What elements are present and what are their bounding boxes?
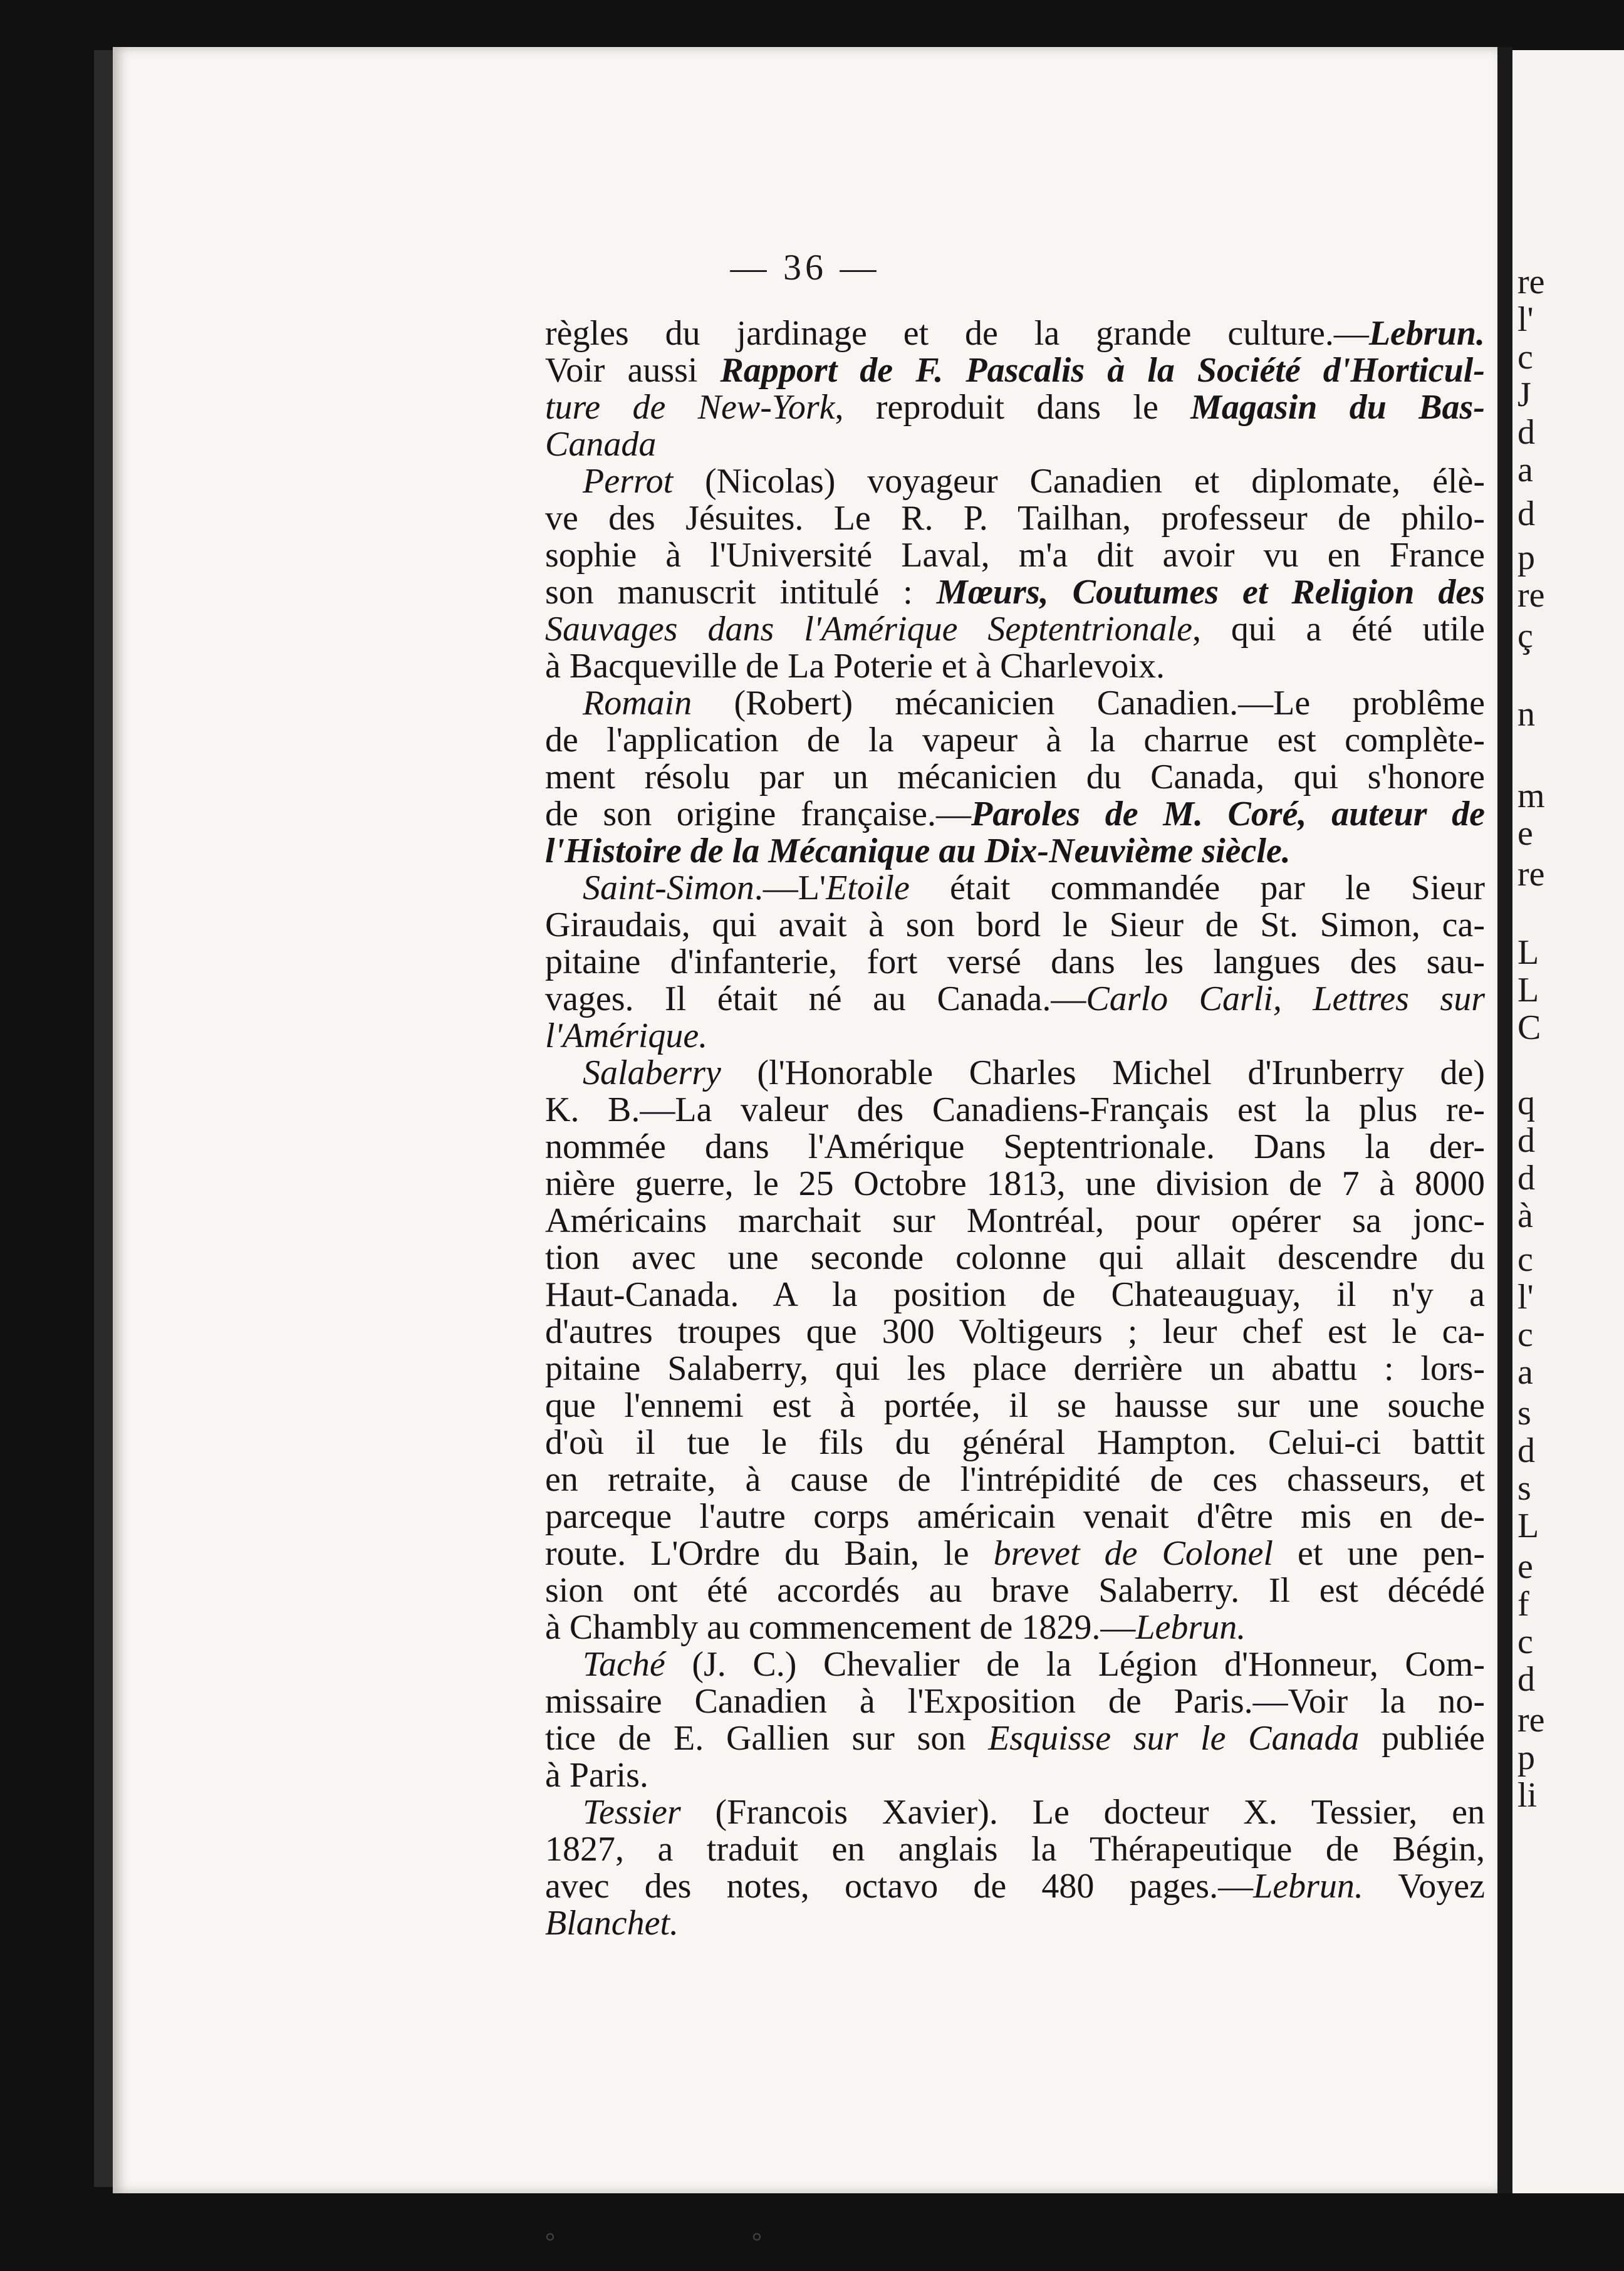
text-run: vages. Il était né au Canada.— (545, 979, 1086, 1018)
italic-text: Etoile (826, 869, 910, 907)
book-gutter (1497, 47, 1512, 2193)
text-run: missaire Canadien à l'Exposition de Paris.—Voir la no- (545, 1682, 1485, 1721)
adjacent-page-fragment: f (1517, 1585, 1529, 1624)
text-line (545, 1535, 1485, 1572)
text-line (545, 1092, 1485, 1129)
text-run: pitaine d'infanterie, fort versé dans les langues des sau- (545, 942, 1485, 981)
text-line (545, 685, 1485, 722)
text-line (545, 1720, 1485, 1757)
italic-text: Romain (583, 684, 692, 723)
adjacent-page-fragment: L (1517, 971, 1539, 1010)
text-line (545, 907, 1485, 944)
adjacent-page-fragment: c (1517, 1315, 1533, 1354)
stray-mark: ° (752, 2227, 762, 2255)
adjacent-page-fragment: e (1517, 814, 1533, 853)
text-line (545, 759, 1485, 796)
adjacent-page-fragment: d (1517, 413, 1535, 452)
italic-text: Carlo Carli, Lettres sur (1086, 979, 1485, 1018)
text-run: Voir aussi (545, 351, 721, 390)
adjacent-page-fragment: c (1517, 338, 1533, 377)
text-run: tion avec une seconde colonne qui allait descendre du (545, 1238, 1485, 1277)
text-line (545, 611, 1485, 648)
text-run: nommée dans l'Amérique Septentrionale. Dans la der- (545, 1127, 1485, 1166)
text-line (545, 1498, 1485, 1535)
italic-text: Mœurs, Coutumes et Religion des (936, 573, 1485, 612)
adjacent-page-edge (1512, 50, 1624, 2193)
text-line (545, 1203, 1485, 1240)
text-line (545, 1055, 1485, 1092)
italic-text: Salaberry (583, 1053, 721, 1092)
text-run: (l'Honorable Charles Michel d'Irunberry de) (721, 1053, 1485, 1092)
italic-text: Lebrun. (1253, 1867, 1363, 1906)
text-run: pitaine Salaberry, qui les place derrière un abattu : lors- (545, 1349, 1485, 1388)
adjacent-page-fragment: L (1517, 933, 1539, 972)
text-line (545, 870, 1485, 907)
text-line (545, 1794, 1485, 1831)
text-run: son manuscrit intitulé : (545, 573, 937, 612)
adjacent-page-fragment: L (1517, 1506, 1539, 1545)
adjacent-page-fragment: a (1517, 451, 1533, 489)
adjacent-page-fragment: a (1517, 1353, 1533, 1392)
text-line (545, 1424, 1485, 1461)
text-line (545, 1831, 1485, 1868)
book-page (113, 47, 1497, 2255)
adjacent-page-fragment: q (1517, 1083, 1535, 1122)
adjacent-page-fragment: d (1517, 494, 1535, 533)
italic-text: ture de New-York (545, 388, 835, 427)
italic-text: Canada (545, 425, 657, 464)
italic-text: Lebrun. (1135, 1608, 1246, 1647)
italic-text: Saint-Simon (583, 869, 754, 907)
adjacent-page-fragment: ç (1517, 617, 1533, 655)
text-run: Giraudais, qui avait à son bord le Sieur de St. Simon, ca- (545, 906, 1485, 944)
adjacent-page-fragment: s (1517, 1469, 1531, 1508)
text-run: (Francois Xavier). Le docteur X. Tessier, en (680, 1793, 1485, 1832)
text-run: que l'ennemi est à portée, il se hausse sur une souche (545, 1386, 1485, 1425)
adjacent-page-fragment: e (1517, 1547, 1533, 1586)
text-line (545, 315, 1485, 352)
text-line (545, 1350, 1485, 1387)
text-line (545, 981, 1485, 1018)
adjacent-page-fragment: c (1517, 1622, 1533, 1661)
adjacent-page-fragment: J (1517, 375, 1531, 414)
text-line (545, 389, 1485, 426)
text-run: Américains marchait sur Montréal, pour opérer sa jonc- (545, 1201, 1485, 1240)
italic-text: Rapport de F. Pascalis à la Société d'Horticul- (720, 351, 1486, 390)
adjacent-page-fragment: d (1517, 1121, 1535, 1160)
page-body-text (545, 315, 1485, 1942)
text-line (545, 1609, 1485, 1646)
text-line (545, 1166, 1485, 1203)
text-run: route. L'Ordre du Bain, le (545, 1534, 994, 1573)
text-line (545, 1018, 1485, 1055)
text-run: de son origine française.— (545, 795, 972, 833)
text-line (545, 500, 1485, 537)
text-line (545, 796, 1485, 833)
adjacent-page-fragment: re (1517, 576, 1545, 615)
text-run: K. B.—La valeur des Canadiens-Français est la plus re- (545, 1090, 1485, 1129)
text-run: Voyez (1363, 1867, 1486, 1906)
text-run: d'où il tue le fils du général Hampton. Celui-ci battit (545, 1423, 1485, 1462)
text-run: , reproduit dans le (835, 388, 1191, 427)
adjacent-page-fragment: C (1517, 1008, 1541, 1047)
italic-text: Lebrun. (1368, 314, 1485, 353)
italic-text: Taché (583, 1645, 665, 1684)
text-line (545, 463, 1485, 500)
adjacent-page-fragment: à (1517, 1196, 1533, 1235)
text-line (545, 1240, 1485, 1276)
text-run: à Chambly au commencement de 1829.— (545, 1608, 1136, 1647)
text-run: à Paris. (545, 1756, 648, 1795)
text-run: ment résolu par un mécanicien du Canada, qui s'honore (545, 758, 1485, 796)
text-run: de l'application de la vapeur à la charrue est complète- (545, 721, 1485, 760)
adjacent-page-fragment: re (1517, 855, 1545, 894)
text-run: (Robert) mécanicien Canadien.—Le problême (692, 684, 1485, 723)
text-line (545, 1129, 1485, 1166)
italic-text: Magasin du Bas- (1190, 388, 1485, 427)
italic-text: brevet de Colonel (993, 1534, 1273, 1573)
text-run: était commandée par le Sieur (909, 869, 1485, 907)
text-line (545, 537, 1485, 574)
text-run: et une pen- (1273, 1534, 1485, 1573)
text-line (545, 574, 1485, 611)
text-run: à Bacqueville de La Poterie et à Charlevoix. (545, 647, 1165, 686)
italic-text: l'Amérique. (545, 1016, 708, 1055)
adjacent-page-fragment: p (1517, 538, 1535, 577)
italic-text: Esquisse sur le Canada (988, 1719, 1360, 1758)
text-line (545, 1313, 1485, 1350)
text-line (545, 1572, 1485, 1609)
text-run: (Nicolas) voyageur Canadien et diplomate, élè- (673, 462, 1485, 501)
text-run: tice de E. Gallien sur son (545, 1719, 989, 1758)
text-line (545, 1905, 1485, 1942)
text-line (545, 1683, 1485, 1720)
adjacent-page-fragment: l' (1517, 1278, 1534, 1317)
text-run: sophie à l'Université Laval, m'a dit avoir vu en France (545, 536, 1485, 575)
text-line (545, 944, 1485, 981)
text-run: avec des notes, octavo de 480 pages.— (545, 1867, 1254, 1906)
text-line (545, 426, 1485, 463)
text-run: en retraite, à cause de l'intrépidité de ces chasseurs, et (545, 1460, 1485, 1499)
text-line (545, 1276, 1485, 1313)
adjacent-page-fragment: l' (1517, 300, 1534, 339)
text-line (545, 648, 1485, 685)
adjacent-page-fragment: c (1517, 1240, 1533, 1279)
text-run: règles du jardinage et de la grande culture.— (545, 314, 1369, 353)
text-line (545, 1387, 1485, 1424)
italic-text: Paroles de M. Coré, auteur de (971, 795, 1485, 833)
italic-text: Blanchet. (545, 1904, 679, 1943)
text-line (545, 833, 1485, 870)
text-line (545, 1461, 1485, 1498)
adjacent-page-fragment: li (1517, 1776, 1538, 1815)
adjacent-page-fragment: d (1517, 1159, 1535, 1198)
adjacent-page-fragment: m (1517, 776, 1545, 815)
italic-text: Sauvages dans l'Amérique Septentrionale (545, 610, 1192, 649)
italic-text: l'Histoire de la Mécanique au Dix-Neuvième siècle. (545, 832, 1291, 870)
text-run: (J. C.) Chevalier de la Légion d'Honneur, Com- (665, 1645, 1485, 1684)
text-line (545, 722, 1485, 759)
italic-text: Perrot (583, 462, 674, 501)
stray-mark: ° (545, 2227, 555, 2255)
adjacent-page-fragment: n (1517, 695, 1535, 734)
text-run: , qui a été utile (1192, 610, 1485, 649)
text-line (545, 1868, 1485, 1905)
text-run: nière guerre, le 25 Octobre 1813, une division de 7 à 8000 (545, 1164, 1485, 1203)
text-run: 1827, a traduit en anglais la Thérapeutique de Bégin, (545, 1830, 1485, 1869)
adjacent-page-fragment: re (1517, 1701, 1545, 1740)
text-run: Haut-Canada. A la position de Chateauguay, il n'y a (545, 1275, 1485, 1314)
adjacent-page-fragment: s (1517, 1394, 1531, 1433)
text-line (545, 352, 1485, 389)
text-run: d'autres troupes que 300 Voltigeurs ; leur chef est le ca- (545, 1312, 1485, 1351)
adjacent-page-fragment: re (1517, 263, 1545, 301)
adjacent-page-fragment: d (1517, 1660, 1535, 1699)
text-run: sion ont été accordés au brave Salaberry. Il est décédé (545, 1571, 1485, 1610)
text-run: publiée (1359, 1719, 1486, 1758)
text-run: .—L' (754, 869, 826, 907)
adjacent-page-fragment: d (1517, 1431, 1535, 1470)
text-line (545, 1757, 1485, 1794)
text-line (545, 1646, 1485, 1683)
text-run: parceque l'autre corps américain venait d'être mis en de- (545, 1497, 1485, 1536)
page-number: — 36 — (730, 247, 880, 288)
adjacent-page-fragment: p (1517, 1738, 1535, 1777)
text-run: ve des Jésuites. Le R. P. Tailhan, professeur de philo- (545, 499, 1485, 538)
italic-text: Tessier (583, 1793, 681, 1832)
